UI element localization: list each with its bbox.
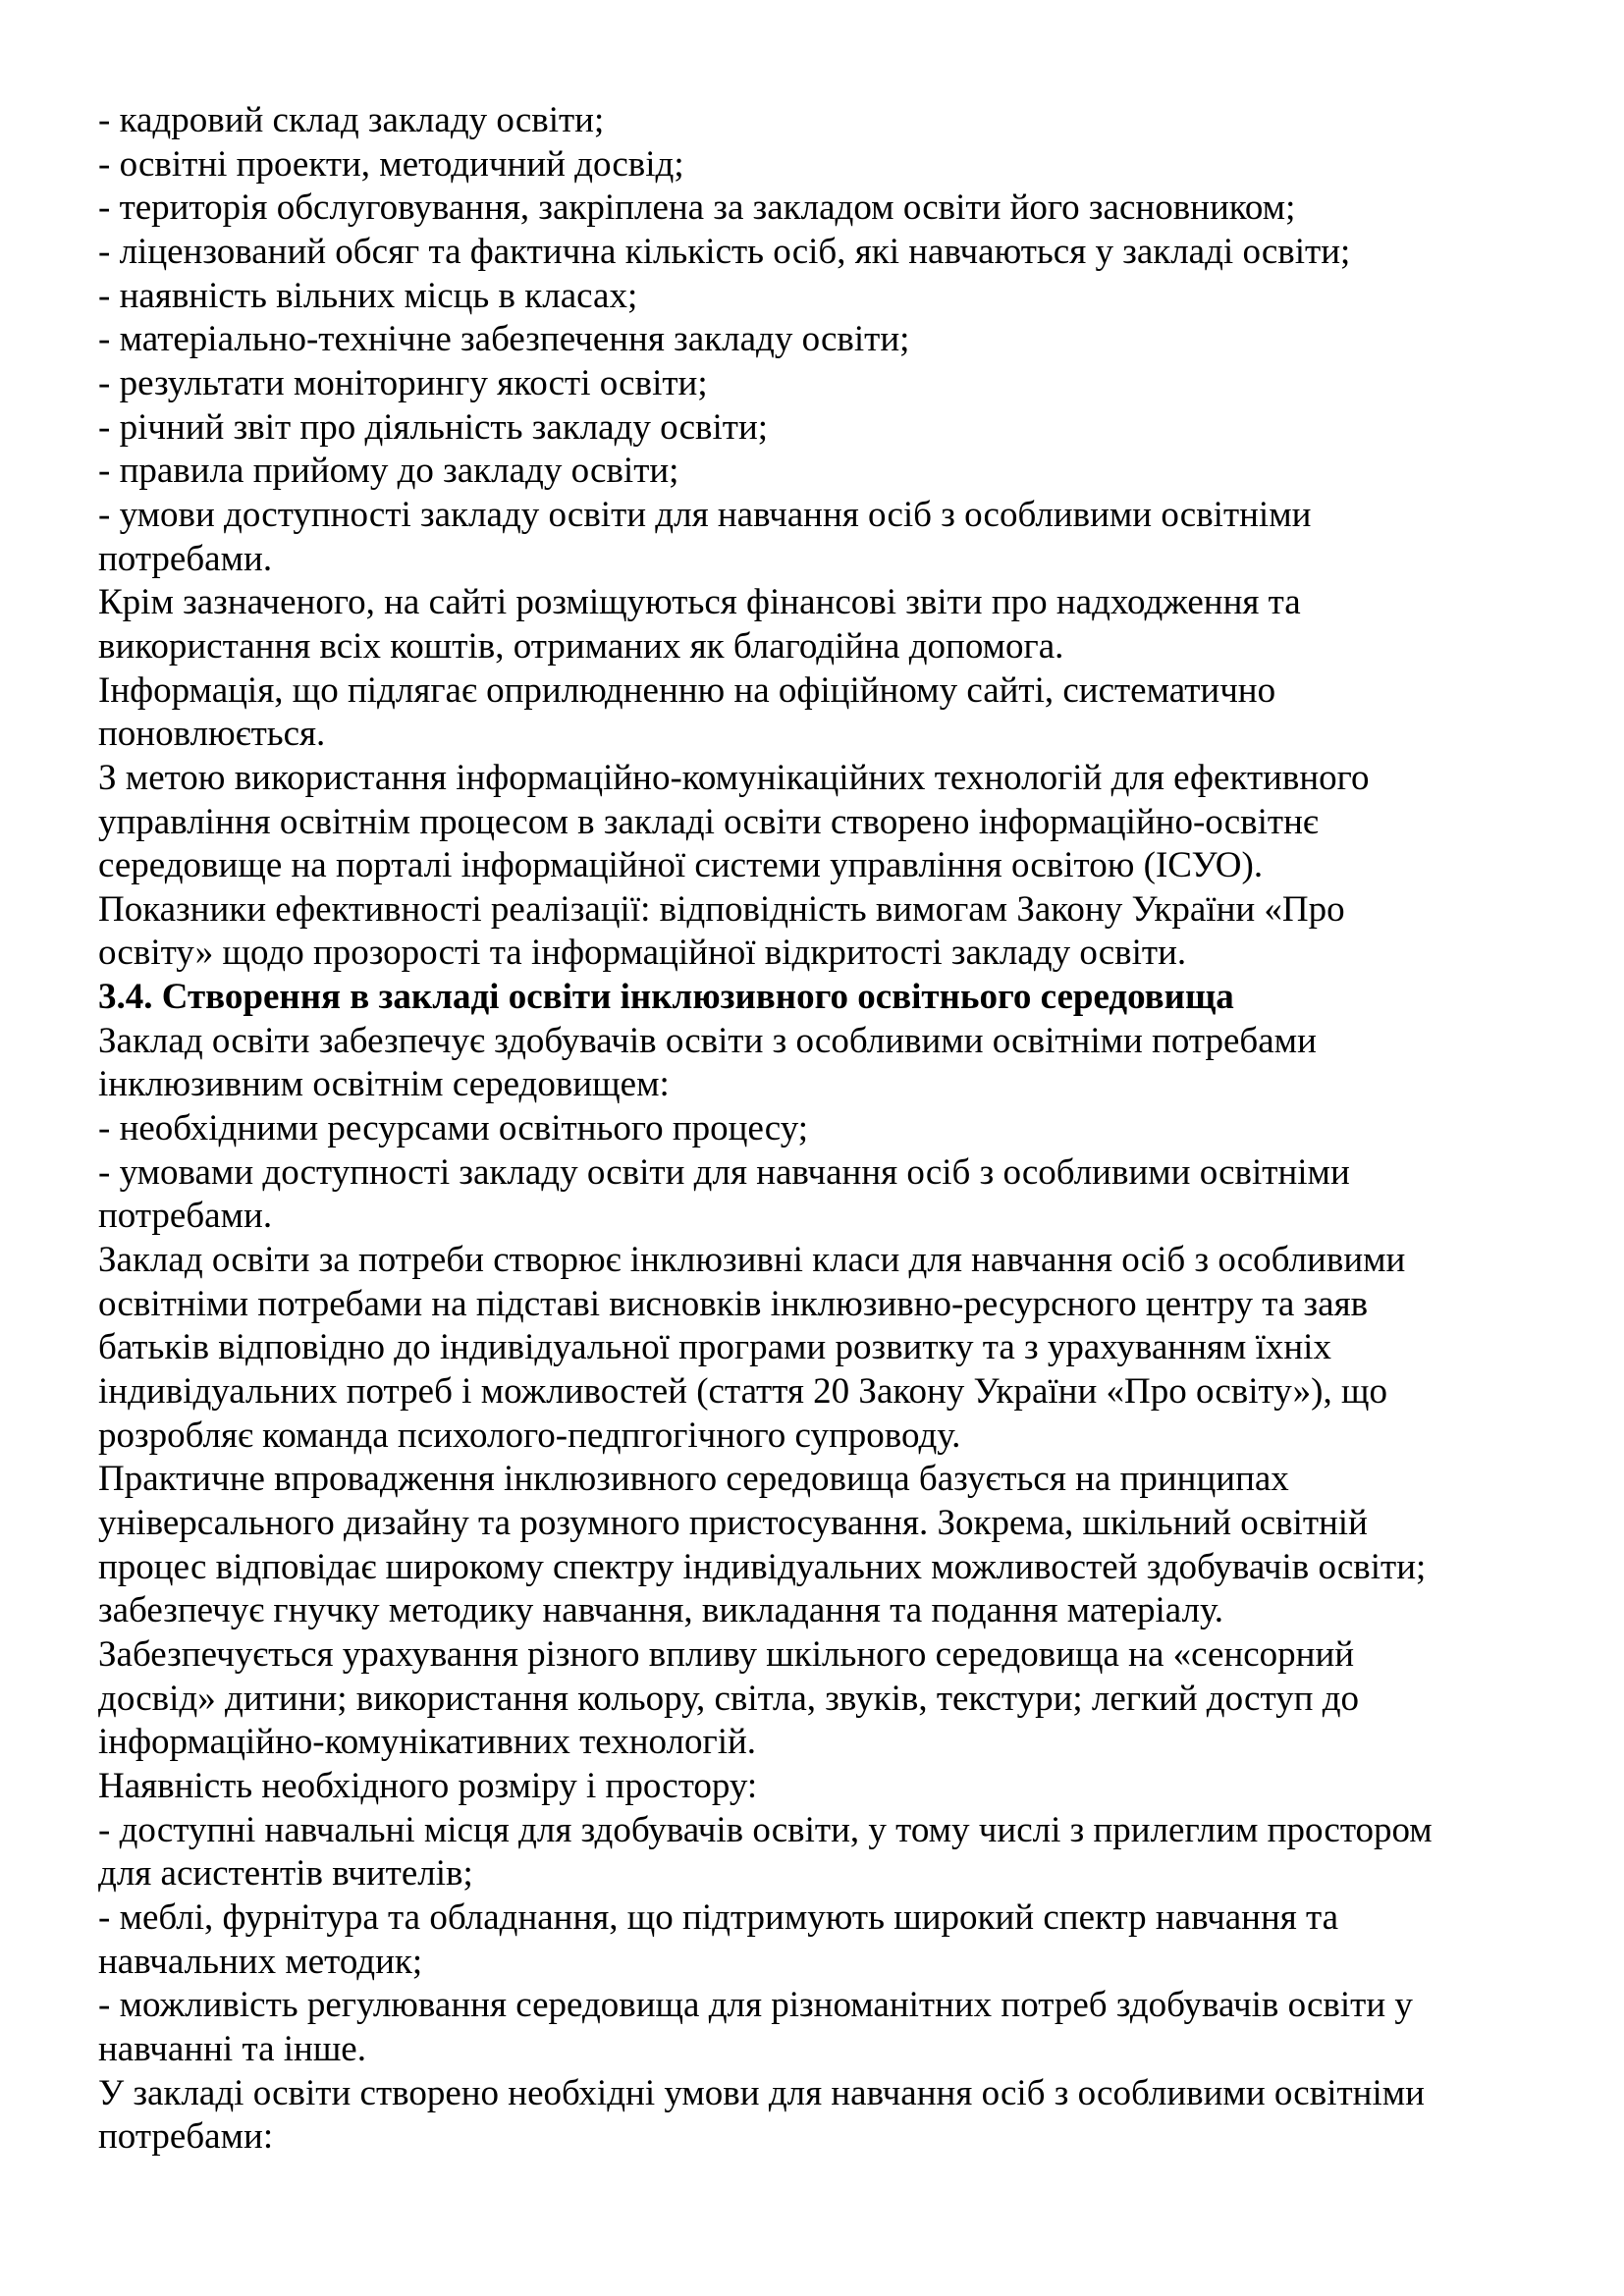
paragraph-line: освітніми потребами на підставі висновків інклюзивно-ресурсного центру та заяв	[98, 1283, 1369, 1324]
paragraph-line: Заклад освіти забезпечує здобувачів освіти з особливими освітніми потребами	[98, 1020, 1317, 1061]
list-item: - умови доступності закладу освіти для навчання осіб з особливими освітніми	[98, 494, 1312, 535]
list-item-continuation: потребами.	[98, 538, 273, 579]
paragraph-updates	[98, 669, 1532, 757]
list-item: - освітні проекти, методичний досвід;	[98, 143, 684, 185]
list-item: - необхідними ресурсами освітнього процесу;	[98, 1108, 809, 1149]
list-item: - можливість регулювання середовища для різноманітних потреб здобувачів освіти у	[98, 1985, 1413, 2026]
paragraph-space-intro: Наявність необхідного розміру і простору:	[98, 1765, 758, 1806]
paragraph-line: управління освітнім процесом в закладі освіти створено інформаційно-освітнє	[98, 801, 1319, 842]
paragraph-line: Заклад освіти за потреби створює інклюзивні класи для навчання осіб з особливими	[98, 1240, 1406, 1281]
section-heading: 3.4. Створення в закладі освіти інклюзивного освітнього середовища	[98, 977, 1234, 1018]
paragraph-line: батьків відповідно до індивідуальної програми розвитку та з урахуванням їхніх	[98, 1327, 1331, 1368]
list-item: - річний звіт про діяльність закладу освіти;	[98, 406, 769, 448]
paragraph-line: універсального дизайну та розумного пристосування. Зокрема, шкільний освітній	[98, 1503, 1368, 1543]
list-item: - результати моніторингу якості освіти;	[98, 362, 708, 403]
paragraph-indicators	[98, 888, 1532, 976]
paragraph-practical	[98, 1458, 1532, 1633]
paragraph-sensory	[98, 1633, 1532, 1765]
paragraph-line: потребами:	[98, 2116, 274, 2158]
paragraph-line: індивідуальних потреб і можливостей (стаття 20 Закону України «Про освіту»), що	[98, 1371, 1387, 1413]
list-item: - кадровий склад закладу освіти;	[98, 100, 605, 140]
published-info-list	[98, 99, 1532, 581]
paragraph-conditions	[98, 2072, 1532, 2160]
paragraph-line: середовище на порталі інформаційної системи управління освітою (ІСУО).	[98, 845, 1264, 886]
list-item: - умовами доступності закладу освіти для навчання осіб з особливими освітніми	[98, 1151, 1350, 1193]
list-item-continuation: для асистентів вчителів;	[98, 1853, 473, 1895]
list-item: - матеріально-технічне забезпечення закладу освіти;	[98, 319, 910, 360]
paragraph-line: Забезпечується урахування різного впливу шкільного середовища на «сенсорний	[98, 1633, 1355, 1675]
space-list	[98, 1809, 1532, 2072]
document-page	[98, 99, 1532, 2160]
list-item: - доступні навчальні місця для здобувачів освіти, у тому числі з прилеглим простором	[98, 1809, 1433, 1850]
paragraph-line: У закладі освіти створено необхідні умови для навчання осіб з особливими освітніми	[98, 2072, 1425, 2113]
list-item: - територія обслуговування, закріплена за закладом освіти його засновником;	[98, 187, 1296, 229]
paragraph-inclusive-classes	[98, 1239, 1532, 1458]
list-item: - меблі, фурнітура та обладнання, що підтримують широкий спектр навчання та	[98, 1896, 1339, 1938]
paragraph-line: Показники ефективності реалізації: відповідність вимогам Закону України «Про	[98, 888, 1345, 930]
paragraph-line: освіту» щодо прозорості та інформаційної відкритості закладу освіти.	[98, 933, 1187, 974]
list-item: - ліцензований обсяг та фактична кількість осіб, які навчаються у закладі освіти;	[98, 231, 1351, 272]
list-item: - правила прийому до закладу освіти;	[98, 451, 679, 492]
paragraph-line: Крім зазначеного, на сайті розміщуються фінансові звіти про надходження та	[98, 582, 1301, 623]
paragraph-line: розробляє команда психолого-педпгогічного супроводу.	[98, 1415, 961, 1456]
paragraph-financial-reports	[98, 581, 1532, 668]
paragraph-ict	[98, 757, 1532, 888]
paragraph-provides	[98, 1020, 1532, 1107]
paragraph-line: процес відповідає широкому спектру індивідуальних можливостей здобувачів освіти;	[98, 1546, 1427, 1587]
paragraph-line: інклюзивним освітнім середовищем:	[98, 1064, 670, 1105]
list-item-continuation: навчальних методик;	[98, 1941, 423, 1982]
list-item-continuation: навчанні та інше.	[98, 2028, 366, 2069]
paragraph-line: Практичне впровадження інклюзивного середовища базується на принципах	[98, 1459, 1289, 1500]
paragraph-line: досвід» дитини; використання кольору, світла, звуків, текстури; легкий доступ до	[98, 1678, 1360, 1719]
provides-list	[98, 1107, 1532, 1239]
paragraph-line: використання всіх коштів, отриманих як благодійна допомога.	[98, 625, 1064, 667]
paragraph-line: поновлюється.	[98, 714, 326, 755]
list-item-continuation: потребами.	[98, 1196, 273, 1237]
paragraph-line: забезпечує гнучку методику навчання, викладання та подання матеріалу.	[98, 1590, 1224, 1631]
paragraph-line: інформаційно-комунікативних технологій.	[98, 1722, 757, 1763]
paragraph-line: З метою використання інформаційно-комунікаційних технологій для ефективного	[98, 757, 1370, 798]
list-item: - наявність вільних місць в класах;	[98, 275, 638, 316]
paragraph-line: Інформація, що підлягає оприлюдненню на офіційному сайті, систематично	[98, 669, 1276, 711]
